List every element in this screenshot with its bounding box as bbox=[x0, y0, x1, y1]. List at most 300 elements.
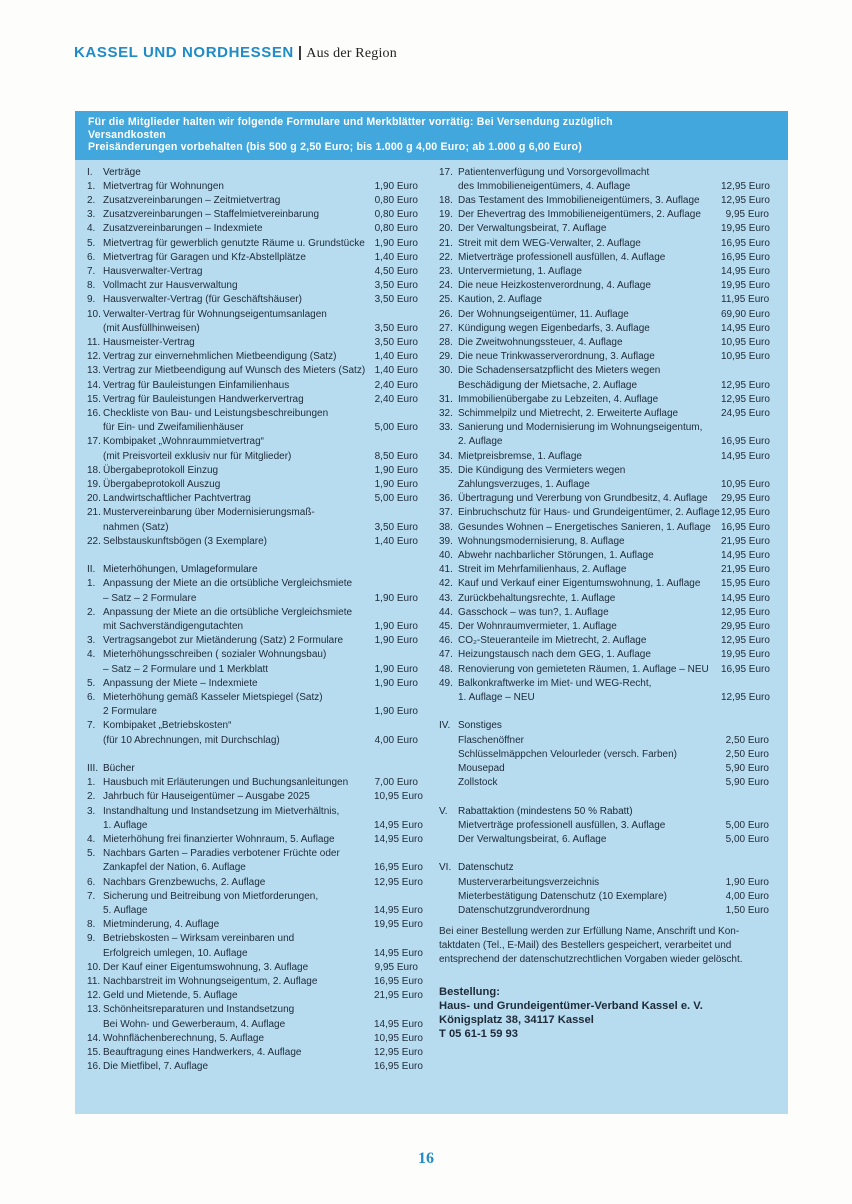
list-item bbox=[439, 364, 769, 378]
item-number: 5. bbox=[87, 237, 96, 249]
item-price bbox=[374, 932, 418, 946]
order-form-box bbox=[75, 111, 788, 1114]
item-number: 21. bbox=[87, 507, 101, 519]
section-title-text: Bücher bbox=[103, 763, 135, 774]
item-text: mit Sachverständigengutachten bbox=[103, 620, 244, 632]
item-number: 17. bbox=[87, 436, 101, 448]
item-price: 2,40 Euro bbox=[374, 379, 418, 391]
list-item bbox=[87, 918, 423, 932]
section-title-text: Rabattaktion (mindestens 50 % Rabatt) bbox=[458, 805, 633, 817]
item-text: Zollstock bbox=[458, 777, 498, 789]
item-price: 16,95 Euro bbox=[721, 251, 770, 263]
list-item bbox=[87, 975, 423, 989]
item-number: 39. bbox=[439, 535, 453, 547]
item-text: Nachbarstreit im Wohnungseigentum, 2. Auflage bbox=[103, 976, 318, 988]
item-number bbox=[87, 620, 103, 634]
item-number bbox=[439, 876, 458, 890]
item-text: Anpassung der Miete an die ortsübliche Vergleichsmiete bbox=[103, 606, 353, 618]
item-text: Übertragung und Vererbung von Grundbesitz, 4. Auflage bbox=[458, 493, 708, 505]
item-number: 20. bbox=[87, 493, 101, 505]
item-text: Vertrag zur Mietbeendigung auf Wunsch des Mieters (Satz) bbox=[103, 365, 366, 377]
list-item bbox=[439, 833, 769, 847]
item-number: 19. bbox=[87, 478, 101, 490]
item-text: Nachbars Grenzbewuchs, 2. Auflage bbox=[103, 876, 266, 888]
item-price bbox=[721, 677, 769, 691]
item-price: 9,95 Euro bbox=[374, 961, 418, 973]
item-number bbox=[87, 663, 103, 677]
item-number: 27. bbox=[439, 322, 453, 334]
item-number: 7. bbox=[87, 890, 96, 902]
list-item bbox=[439, 776, 769, 790]
item-price: 10,95 Euro bbox=[721, 478, 770, 490]
item-price: 16,95 Euro bbox=[721, 237, 770, 249]
item-price: 3,50 Euro bbox=[374, 521, 418, 533]
list-item bbox=[439, 748, 769, 762]
item-number: 46. bbox=[439, 635, 453, 647]
item-text: Untervermietung, 1. Auflage bbox=[458, 265, 582, 277]
list-item bbox=[87, 634, 418, 648]
item-price: 12,95 Euro bbox=[721, 606, 770, 618]
item-text: Musterverarbeitungsverzeichnis bbox=[458, 876, 600, 888]
list-item bbox=[439, 819, 769, 833]
item-text: CO₂-Steueranteile im Mietrecht, 2. Auflage bbox=[458, 635, 647, 647]
item-number: 34. bbox=[439, 450, 453, 462]
list-item bbox=[87, 364, 418, 378]
item-number: 25. bbox=[439, 294, 453, 306]
item-price: 10,95 Euro bbox=[721, 336, 770, 348]
list-item bbox=[87, 790, 423, 804]
item-price bbox=[374, 719, 418, 733]
item-price: 3,50 Euro bbox=[374, 322, 418, 334]
item-text: (für 10 Abrechnungen, mit Durchschlag) bbox=[103, 734, 280, 746]
list-item bbox=[439, 407, 769, 421]
list-item bbox=[87, 194, 418, 208]
item-price: 1,90 Euro bbox=[374, 478, 418, 490]
section-number: IV. bbox=[439, 720, 451, 732]
list-item bbox=[87, 1046, 423, 1060]
list-item bbox=[87, 535, 418, 549]
list-item bbox=[439, 194, 769, 208]
list-item bbox=[87, 691, 418, 705]
list-item bbox=[439, 350, 769, 364]
item-text: Der Verwaltungsbeirat, 7. Auflage bbox=[458, 223, 607, 235]
item-price: 1,90 Euro bbox=[374, 706, 418, 718]
item-price: 16,95 Euro bbox=[374, 1061, 423, 1073]
item-number: 33. bbox=[439, 422, 453, 434]
item-price: 29,95 Euro bbox=[721, 621, 770, 632]
item-text: 1. Auflage – NEU bbox=[458, 692, 535, 704]
item-price: 2,40 Euro bbox=[374, 393, 418, 405]
item-number: 49. bbox=[439, 677, 453, 689]
item-price: 14,95 Euro bbox=[721, 592, 770, 604]
item-text: Der Ehevertrag des Immobilieneigentümers, 2. Auflage bbox=[458, 209, 701, 221]
header-region: KASSEL UND NORDHESSEN bbox=[74, 44, 294, 61]
item-price: 1,90 Euro bbox=[374, 663, 418, 675]
list-item bbox=[87, 620, 418, 634]
item-number: 38. bbox=[439, 521, 453, 533]
item-number: 13. bbox=[87, 365, 101, 377]
item-number bbox=[87, 322, 103, 336]
item-price: 19,95 Euro bbox=[721, 649, 770, 661]
list-item bbox=[439, 606, 769, 620]
item-number: 9. bbox=[87, 933, 96, 945]
item-price: 9,95 Euro bbox=[725, 209, 769, 221]
item-number: 1. bbox=[87, 180, 96, 192]
item-text: Datenschutzgrundverordnung bbox=[458, 905, 590, 917]
item-text: Checkliste von Bau- und Leistungsbeschreibungen bbox=[103, 407, 329, 419]
section-title bbox=[439, 719, 769, 733]
item-price bbox=[374, 308, 418, 322]
list-item bbox=[87, 705, 418, 719]
item-text: Instandhaltung und Instandsetzung im Mietverhältnis, bbox=[103, 805, 340, 817]
item-number: 44. bbox=[439, 606, 453, 618]
item-price: 3,50 Euro bbox=[374, 336, 418, 348]
list-item bbox=[439, 464, 769, 478]
item-text: Beauftragung eines Handwerkers, 4. Auflage bbox=[103, 1047, 302, 1059]
order-address: Königsplatz 38, 34117 Kassel bbox=[439, 1014, 594, 1027]
item-text: Kündigung wegen Eigenbedarfs, 3. Auflage bbox=[458, 322, 650, 334]
list-item bbox=[87, 890, 418, 904]
item-number bbox=[87, 1018, 103, 1032]
item-number: 21. bbox=[439, 237, 453, 249]
section-spacer bbox=[87, 748, 418, 762]
item-text: Vertrag für Bauleistungen Einfamilienhaus bbox=[103, 379, 290, 391]
books-continued-list bbox=[439, 166, 769, 706]
item-number: 5. bbox=[87, 848, 96, 860]
list-item bbox=[439, 648, 769, 662]
list-item bbox=[87, 663, 418, 677]
list-item bbox=[87, 847, 418, 861]
item-price: 5,00 Euro bbox=[725, 819, 769, 831]
item-price: 14,95 Euro bbox=[721, 322, 770, 334]
item-price bbox=[374, 506, 418, 520]
list-item bbox=[87, 805, 418, 819]
item-text: Hausbuch mit Erläuterungen und Buchungsanleitungen bbox=[103, 777, 349, 789]
list-item bbox=[87, 876, 423, 890]
list-item bbox=[439, 663, 769, 677]
list-item bbox=[87, 1060, 423, 1074]
item-number: 40. bbox=[439, 549, 453, 561]
left-column bbox=[87, 166, 423, 1075]
item-text: Anpassung der Miete – Indexmiete bbox=[103, 677, 258, 689]
item-price: 12,95 Euro bbox=[374, 876, 423, 888]
item-number: 36. bbox=[439, 493, 453, 505]
item-text: Balkonkraftwerke im Miet- und WEG-Recht, bbox=[458, 677, 652, 689]
item-price: 10,95 Euro bbox=[721, 351, 770, 363]
item-number: 2. bbox=[87, 606, 96, 618]
item-price: 3,50 Euro bbox=[374, 294, 418, 306]
item-text: Zankapfel der Nation, 6. Auflage bbox=[103, 862, 246, 874]
item-text: Kaution, 2. Auflage bbox=[458, 294, 542, 306]
item-number bbox=[439, 734, 458, 748]
item-number: 8. bbox=[87, 919, 96, 931]
item-number: 6. bbox=[87, 876, 96, 888]
item-number: 13. bbox=[87, 1004, 101, 1016]
list-item bbox=[87, 776, 418, 790]
section-title-text: Mieterhöhungen, Umlageformulare bbox=[103, 564, 258, 576]
item-text: 2. Auflage bbox=[458, 436, 503, 448]
item-number bbox=[87, 861, 103, 875]
item-number: 19. bbox=[439, 209, 453, 221]
item-text: Mietvertrag für Garagen und Kfz-Abstellplätze bbox=[103, 251, 306, 263]
item-text: Schönheitsreparaturen und Instandsetzung bbox=[103, 1004, 295, 1016]
item-text: Wohnungsmodernisierung, 8. Auflage bbox=[458, 535, 625, 547]
item-text: Mietverträge professionell ausfüllen, 4. Auflage bbox=[458, 251, 666, 263]
section-spacer bbox=[439, 790, 769, 804]
list-item bbox=[87, 450, 418, 464]
item-text: Schlüsselmäppchen Velourleder (versch. Farben) bbox=[458, 748, 677, 760]
list-item bbox=[439, 251, 769, 265]
item-price: 12,95 Euro bbox=[721, 180, 770, 192]
item-price: 21,95 Euro bbox=[721, 535, 770, 547]
item-number bbox=[439, 833, 458, 847]
item-text: Zusatzvereinbarungen – Indexmiete bbox=[103, 223, 263, 235]
list-item bbox=[87, 421, 418, 435]
item-price: 12,95 Euro bbox=[721, 635, 770, 647]
item-price: 5,00 Euro bbox=[374, 493, 418, 505]
list-item bbox=[87, 393, 418, 407]
item-number: 6. bbox=[87, 692, 96, 703]
list-item bbox=[439, 876, 769, 890]
item-price: 14,95 Euro bbox=[721, 450, 770, 462]
item-number: 11. bbox=[87, 976, 101, 988]
list-item bbox=[87, 592, 418, 606]
box-header-line: Versandkosten bbox=[88, 128, 166, 141]
item-number bbox=[87, 521, 103, 535]
item-price: 14,95 Euro bbox=[721, 549, 770, 561]
item-text: Vertrag zur einvernehmlichen Mietbeendigung (Satz) bbox=[103, 351, 337, 363]
item-price: 1,90 Euro bbox=[374, 180, 418, 192]
item-number: 18. bbox=[87, 464, 101, 476]
right-sections bbox=[439, 705, 769, 918]
list-item bbox=[87, 947, 423, 961]
item-number: 41. bbox=[439, 564, 453, 576]
list-item bbox=[439, 379, 769, 393]
list-item bbox=[87, 904, 423, 918]
item-text: Jahrbuch für Hauseigentümer – Ausgabe 2025 bbox=[103, 791, 310, 803]
item-price: 15,95 Euro bbox=[721, 578, 770, 590]
item-price: 12,95 Euro bbox=[721, 194, 770, 206]
item-price: 14,95 Euro bbox=[374, 947, 423, 959]
item-text: Der Verwaltungsbeirat, 6. Auflage bbox=[458, 834, 607, 846]
list-item bbox=[87, 521, 418, 535]
item-price: 12,95 Euro bbox=[721, 379, 770, 391]
section-number: II. bbox=[87, 564, 96, 576]
item-text: Kombipaket „Betriebskosten“ bbox=[103, 720, 232, 732]
list-item bbox=[439, 435, 769, 449]
list-item bbox=[439, 279, 769, 293]
item-price: 1,40 Euro bbox=[374, 535, 418, 547]
item-price bbox=[374, 577, 418, 591]
item-text: Landwirtschaftlicher Pachtvertrag bbox=[103, 493, 251, 505]
item-number bbox=[439, 776, 458, 790]
list-item bbox=[439, 634, 769, 648]
item-number: 3. bbox=[87, 209, 96, 221]
item-number: 15. bbox=[87, 393, 101, 405]
list-item bbox=[87, 478, 418, 492]
item-price: 1,90 Euro bbox=[374, 464, 418, 476]
item-number: 4. bbox=[87, 223, 96, 235]
list-item bbox=[87, 492, 418, 506]
list-item bbox=[87, 1018, 423, 1032]
item-number: 22. bbox=[439, 251, 453, 263]
list-item bbox=[439, 577, 769, 591]
item-text: Verwalter-Vertrag für Wohnungseigentumsanlagen bbox=[103, 308, 327, 320]
item-price: 24,95 Euro bbox=[721, 407, 770, 419]
item-text: Anpassung der Miete an die ortsübliche Vergleichsmiete bbox=[103, 578, 353, 590]
item-price: 7,00 Euro bbox=[374, 777, 418, 789]
item-number: 12. bbox=[87, 351, 101, 363]
section-number: III. bbox=[87, 763, 99, 774]
item-price: 19,95 Euro bbox=[721, 280, 770, 292]
list-item bbox=[87, 293, 418, 307]
order-org: Haus- und Grundeigentümer-Verband Kassel e. V. bbox=[439, 1000, 703, 1013]
item-price: 4,00 Euro bbox=[374, 734, 418, 746]
item-text: Streit im Mehrfamilienhaus, 2. Auflage bbox=[458, 564, 627, 576]
list-item bbox=[439, 222, 769, 236]
item-text: Das Testament des Immobilieneigentümers, 3. Auflage bbox=[458, 194, 700, 206]
item-price bbox=[374, 1003, 418, 1017]
item-text: Der Wohnungseigentümer, 11. Auflage bbox=[458, 308, 629, 320]
section-title bbox=[87, 563, 418, 577]
item-text: Die Zweitwohnungssteuer, 4. Auflage bbox=[458, 336, 623, 348]
list-item bbox=[439, 166, 769, 180]
item-text: Wohnflächenberechnung, 5. Auflage bbox=[103, 1032, 265, 1044]
item-price: 11,95 Euro bbox=[721, 294, 770, 306]
section-title-text: Sonstiges bbox=[458, 720, 502, 732]
list-item bbox=[87, 379, 418, 393]
note-line: entsprechend der datenschutzrechtlichen Vorgaben wieder gelöscht. bbox=[439, 954, 743, 966]
list-item bbox=[439, 762, 769, 776]
order-label: Bestellung: bbox=[439, 986, 500, 999]
item-text: Mieterhöhung gemäß Kasseler Mietspiegel (Satz) bbox=[103, 692, 323, 703]
item-text: Nachbars Garten – Paradies verbotener Früchte oder bbox=[103, 848, 340, 860]
list-item bbox=[87, 251, 418, 265]
item-text: Heizungstausch nach dem GEG, 1. Auflage bbox=[458, 649, 651, 661]
header-separator: | bbox=[297, 44, 303, 61]
item-price: 5,00 Euro bbox=[725, 834, 769, 846]
item-number: 1. bbox=[87, 578, 96, 590]
section-spacer bbox=[439, 847, 769, 861]
header-subtitle: Aus der Region bbox=[306, 46, 397, 61]
list-item bbox=[439, 450, 769, 464]
page-number: 16 bbox=[418, 1150, 434, 1167]
item-price: 2,50 Euro bbox=[725, 748, 769, 760]
item-price: 3,50 Euro bbox=[374, 280, 418, 292]
list-item bbox=[87, 833, 423, 847]
item-number: 6. bbox=[87, 251, 96, 263]
item-number: 12. bbox=[87, 990, 101, 1002]
item-text: Geld und Mietende, 5. Auflage bbox=[103, 990, 238, 1002]
list-item bbox=[439, 492, 769, 506]
section-spacer bbox=[87, 549, 418, 563]
section-number: I. bbox=[87, 166, 93, 178]
item-price bbox=[374, 435, 418, 449]
item-number: 8. bbox=[87, 280, 96, 292]
list-item bbox=[439, 535, 769, 549]
item-number bbox=[439, 762, 458, 776]
section-title-text: Datenschutz bbox=[458, 862, 514, 874]
item-text: Hausverwalter-Vertrag bbox=[103, 265, 203, 277]
list-item bbox=[87, 577, 418, 591]
item-price: 5,90 Euro bbox=[725, 777, 769, 789]
list-item bbox=[439, 506, 769, 520]
item-number: 2. bbox=[87, 791, 96, 803]
list-item bbox=[87, 719, 418, 733]
item-number: 20. bbox=[439, 223, 453, 235]
section-spacer bbox=[439, 705, 769, 719]
item-price: 16,95 Euro bbox=[721, 521, 770, 533]
section-title bbox=[87, 762, 418, 776]
item-price bbox=[374, 805, 418, 819]
list-item bbox=[87, 350, 418, 364]
item-price bbox=[374, 606, 418, 620]
list-item bbox=[87, 932, 418, 946]
item-number bbox=[87, 904, 103, 918]
item-text: Mietpreisbremse, 1. Auflage bbox=[458, 450, 582, 462]
list-item bbox=[439, 734, 769, 748]
item-number bbox=[87, 819, 103, 833]
item-number: 48. bbox=[439, 663, 453, 675]
item-price: 19,95 Euro bbox=[721, 223, 770, 235]
section-number: V. bbox=[439, 805, 448, 817]
list-item bbox=[87, 237, 418, 251]
item-price: 14,95 Euro bbox=[374, 834, 423, 846]
item-price: 4,00 Euro bbox=[725, 890, 769, 902]
list-item bbox=[87, 989, 423, 1003]
item-price: 0,80 Euro bbox=[374, 223, 418, 235]
item-number: 28. bbox=[439, 336, 453, 348]
item-text: Übergabeprotokoll Einzug bbox=[103, 464, 219, 476]
item-text: Selbstauskunftsbögen (3 Exemplare) bbox=[103, 535, 267, 547]
list-item bbox=[439, 904, 769, 918]
item-number: 24. bbox=[439, 280, 453, 292]
list-item bbox=[87, 208, 418, 222]
item-text: 2 Formulare bbox=[103, 706, 157, 718]
item-text: Mietvertrag für gewerblich genutzte Räume u. Grundstücke bbox=[103, 237, 365, 249]
item-text: Bei Wohn- und Gewerberaum, 4. Auflage bbox=[103, 1018, 286, 1030]
list-item bbox=[439, 393, 769, 407]
item-number: 10. bbox=[87, 308, 101, 320]
item-text: Erfolgreich umlegen, 10. Auflage bbox=[103, 947, 248, 959]
item-text: Kauf und Verkauf einer Eigentumswohnung, 1. Auflage bbox=[458, 578, 701, 590]
item-text: Zurückbehaltungsrechte, 1. Auflage bbox=[458, 592, 616, 604]
item-number bbox=[439, 435, 458, 449]
item-text: Die Mietfibel, 7. Auflage bbox=[103, 1061, 209, 1073]
item-price: 1,90 Euro bbox=[725, 876, 769, 888]
note-line: Bei einer Bestellung werden zur Erfüllung Name, Anschrift und Kon- bbox=[439, 926, 740, 938]
item-text: Der Kauf einer Eigentumswohnung, 3. Auflage bbox=[103, 961, 309, 973]
box-header-line: Für die Mitglieder halten wir folgende Formulare und Merkblätter vorrätig: Bei Versendung zuzüglich bbox=[88, 116, 613, 128]
item-text: Mustervereinbarung über Modernisierungsmaß- bbox=[103, 507, 315, 519]
item-price: 1,90 Euro bbox=[374, 620, 418, 632]
item-number: 3. bbox=[87, 635, 96, 647]
item-number bbox=[439, 180, 458, 194]
section-title bbox=[439, 861, 769, 875]
list-item bbox=[439, 478, 769, 492]
item-number: 10. bbox=[87, 961, 101, 973]
order-info bbox=[439, 985, 769, 1041]
item-price: 69,90 Euro bbox=[721, 308, 770, 320]
list-item bbox=[439, 336, 769, 350]
item-price: 5,00 Euro bbox=[374, 422, 418, 434]
item-number: 15. bbox=[87, 1047, 101, 1059]
item-number: 18. bbox=[439, 194, 453, 206]
item-number bbox=[87, 592, 103, 606]
item-price: 4,50 Euro bbox=[374, 265, 418, 277]
item-number bbox=[87, 450, 103, 464]
item-number: 14. bbox=[87, 379, 101, 391]
